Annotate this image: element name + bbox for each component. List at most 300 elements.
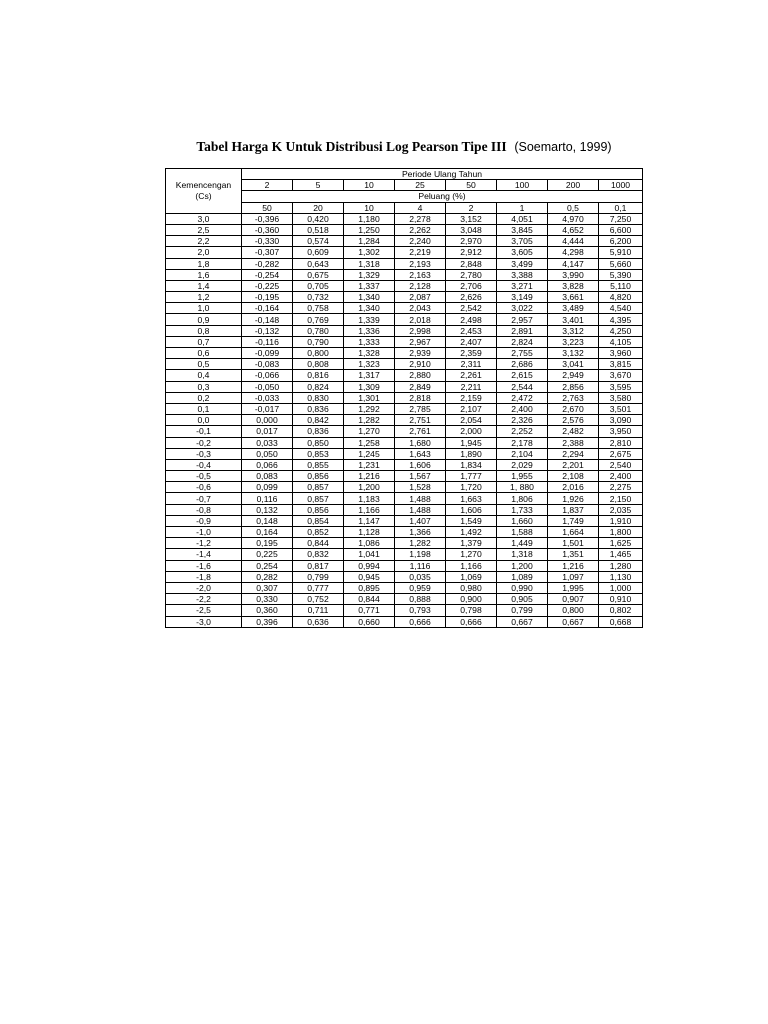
k-value-cell: 4,820 [599, 292, 643, 303]
k-value-cell: 2,193 [395, 258, 446, 269]
k-value-cell: 4,444 [548, 236, 599, 247]
skewness-cell: -0,5 [166, 471, 242, 482]
table-row [166, 482, 643, 493]
probability-header: Peluang (%) [242, 191, 643, 202]
k-value-cell: 2,856 [548, 381, 599, 392]
k-value-cell: 3,670 [599, 370, 643, 381]
k-value-cell: 1,309 [344, 381, 395, 392]
k-value-cell: 1,890 [446, 448, 497, 459]
skewness-cell: 0,0 [166, 415, 242, 426]
table-row [166, 292, 643, 303]
k-value-cell: 1,318 [344, 258, 395, 269]
period-cell: 25 [395, 180, 446, 191]
k-value-cell: 2,880 [395, 370, 446, 381]
k-value-cell: 0,225 [242, 549, 293, 560]
k-value-cell: 2,359 [446, 348, 497, 359]
k-value-cell: 2,763 [548, 392, 599, 403]
k-value-cell: 2,018 [395, 314, 446, 325]
period-header: Periode Ulang Tahun [242, 169, 643, 180]
k-value-cell: 1,166 [344, 504, 395, 515]
k-value-cell: 0,990 [497, 582, 548, 593]
k-value-cell: 0,574 [293, 236, 344, 247]
k-value-cell: 0,900 [446, 594, 497, 605]
k-value-cell: 1,069 [446, 571, 497, 582]
skewness-cell: 1,8 [166, 258, 242, 269]
k-value-cell: 0,752 [293, 594, 344, 605]
skewness-cell: 0,2 [166, 392, 242, 403]
k-value-cell: 2,163 [395, 269, 446, 280]
skewness-cell: 1,4 [166, 280, 242, 291]
k-value-cell: 0,307 [242, 582, 293, 593]
k-value-cell: 1,834 [446, 459, 497, 470]
k-value-cell: 3,595 [599, 381, 643, 392]
k-value-cell: 0,980 [446, 582, 497, 593]
k-value-cell: 1,379 [446, 538, 497, 549]
k-value-cell: 1,777 [446, 471, 497, 482]
k-value-cell: 1,000 [599, 582, 643, 593]
k-value-cell: 2,150 [599, 493, 643, 504]
k-value-cell: 0,780 [293, 325, 344, 336]
k-value-cell: 0,808 [293, 359, 344, 370]
k-value-cell: 4,147 [548, 258, 599, 269]
k-value-cell: 1,089 [497, 571, 548, 582]
k-value-cell: -0,307 [242, 247, 293, 258]
k-value-cell: 0,959 [395, 582, 446, 593]
k-value-cell: 2,686 [497, 359, 548, 370]
k-value-cell: 0,099 [242, 482, 293, 493]
k-value-cell: 0,050 [242, 448, 293, 459]
k-value-cell: 2,000 [446, 426, 497, 437]
k-value-cell: 4,051 [497, 213, 548, 224]
k-value-cell: -0,330 [242, 236, 293, 247]
table-row [166, 605, 643, 616]
k-value-cell: 3,271 [497, 280, 548, 291]
k-value-cell: 4,970 [548, 213, 599, 224]
k-value-cell: 3,132 [548, 348, 599, 359]
k-value-cell: 5,910 [599, 247, 643, 258]
skewness-cell: 0,9 [166, 314, 242, 325]
table-row [166, 560, 643, 571]
k-value-cell: 0,769 [293, 314, 344, 325]
k-value-cell: 1,336 [344, 325, 395, 336]
table-row [166, 549, 643, 560]
k-value-cell: 1,041 [344, 549, 395, 560]
table-row [166, 459, 643, 470]
k-value-cell: -0,066 [242, 370, 293, 381]
table-row [166, 224, 643, 235]
k-value-cell: 0,830 [293, 392, 344, 403]
k-value-cell: 2,178 [497, 437, 548, 448]
skewness-cell: -2,2 [166, 594, 242, 605]
table-row [166, 493, 643, 504]
k-value-cell: 1,995 [548, 582, 599, 593]
k-value-cell: 2,824 [497, 336, 548, 347]
k-value-cell: 3,990 [548, 269, 599, 280]
k-value-cell: 0,832 [293, 549, 344, 560]
skewness-cell: -1,4 [166, 549, 242, 560]
k-value-cell: 2,542 [446, 303, 497, 314]
k-value-cell: 2,294 [548, 448, 599, 459]
k-value-cell: 0,000 [242, 415, 293, 426]
period-cell: 5 [293, 180, 344, 191]
skewness-cell: -1,0 [166, 527, 242, 538]
table-header [166, 169, 643, 214]
k-value-cell: -0,360 [242, 224, 293, 235]
k-value-cell: 1,333 [344, 336, 395, 347]
k-value-cell: 1,116 [395, 560, 446, 571]
table-row [166, 582, 643, 593]
k-value-cell: -0,148 [242, 314, 293, 325]
k-value-cell: 0,857 [293, 493, 344, 504]
k-value-cell: 1,301 [344, 392, 395, 403]
k-value-cell: 1,351 [548, 549, 599, 560]
k-value-cell: 4,298 [548, 247, 599, 258]
k-value-cell: 1,216 [548, 560, 599, 571]
k-value-cell: 4,395 [599, 314, 643, 325]
k-value-cell: 3,401 [548, 314, 599, 325]
probability-cell: 50 [242, 202, 293, 213]
skewness-cell: -1,8 [166, 571, 242, 582]
k-value-cell: 0,666 [395, 616, 446, 627]
k-value-cell: 1,407 [395, 515, 446, 526]
k-value-cell: 0,852 [293, 527, 344, 538]
k-value-cell: 1,660 [497, 515, 548, 526]
k-value-cell: 0,854 [293, 515, 344, 526]
k-value-cell: 0,396 [242, 616, 293, 627]
k-value-cell: 2,128 [395, 280, 446, 291]
k-value-cell: 1,664 [548, 527, 599, 538]
skewness-cell: -2,0 [166, 582, 242, 593]
title-source: (Soemarto, 1999) [514, 140, 612, 154]
k-value-cell: 0,668 [599, 616, 643, 627]
k-value-cell: 0,855 [293, 459, 344, 470]
k-value-cell: 0,636 [293, 616, 344, 627]
k-value-cell: 3,845 [497, 224, 548, 235]
k-value-cell: 0,856 [293, 471, 344, 482]
k-value-cell: 1,292 [344, 403, 395, 414]
skewness-cell: 1,2 [166, 292, 242, 303]
table-row [166, 403, 643, 414]
k-value-cell: 0,035 [395, 571, 446, 582]
k-value-cell: 2,275 [599, 482, 643, 493]
table-row [166, 359, 643, 370]
table-row [166, 314, 643, 325]
skewness-header [166, 169, 242, 214]
k-value-cell: 2,240 [395, 236, 446, 247]
k-value-cell: 0,033 [242, 437, 293, 448]
k-value-cell: 1,250 [344, 224, 395, 235]
k-value-cell: 2,016 [548, 482, 599, 493]
k-value-cell: 0,132 [242, 504, 293, 515]
k-value-cell: 2,751 [395, 415, 446, 426]
k-value-cell: 2,970 [446, 236, 497, 247]
k-value-cell: 1,549 [446, 515, 497, 526]
k-value-cell: 0,254 [242, 560, 293, 571]
k-value-cell: 0,643 [293, 258, 344, 269]
k-value-cell: 1,200 [497, 560, 548, 571]
k-value-cell: 2,780 [446, 269, 497, 280]
skewness-cell: -3,0 [166, 616, 242, 627]
k-value-cell: 1,926 [548, 493, 599, 504]
k-value-cell: 3,489 [548, 303, 599, 314]
k-value-cell: 0,836 [293, 403, 344, 414]
k-value-cell: 2,043 [395, 303, 446, 314]
k-value-cell: 0,853 [293, 448, 344, 459]
k-value-cell: 2,957 [497, 314, 548, 325]
k-value-cell: 2,998 [395, 325, 446, 336]
k-value-cell: 4,105 [599, 336, 643, 347]
table-row [166, 616, 643, 627]
k-value-cell: 2,967 [395, 336, 446, 347]
skewness-cell: -0,1 [166, 426, 242, 437]
k-value-cell: 3,960 [599, 348, 643, 359]
skewness-cell: 1,0 [166, 303, 242, 314]
skewness-cell: -0,8 [166, 504, 242, 515]
k-value-cell: 1,337 [344, 280, 395, 291]
k-value-cell: 3,815 [599, 359, 643, 370]
skewness-cell: -0,2 [166, 437, 242, 448]
k-value-cell: 0,910 [599, 594, 643, 605]
k-value-cell: 1,166 [446, 560, 497, 571]
table-row [166, 269, 643, 280]
k-value-cell: 2,400 [599, 471, 643, 482]
k-value-cell: 2,311 [446, 359, 497, 370]
table-row [166, 415, 643, 426]
skewness-cell: 0,3 [166, 381, 242, 392]
k-value-cell: 3,223 [548, 336, 599, 347]
period-cell: 2 [242, 180, 293, 191]
k-value-cell: 0,667 [497, 616, 548, 627]
k-value-cell: 1,128 [344, 527, 395, 538]
k-value-cell: 1,147 [344, 515, 395, 526]
period-cell: 100 [497, 180, 548, 191]
k-value-cell: 0,116 [242, 493, 293, 504]
skewness-cell: 2,5 [166, 224, 242, 235]
k-value-cell: -0,099 [242, 348, 293, 359]
k-value-cell: 2,848 [446, 258, 497, 269]
k-value-cell: -0,050 [242, 381, 293, 392]
k-value-cell: 6,200 [599, 236, 643, 247]
k-value-cell: 3,950 [599, 426, 643, 437]
k-value-cell: 0,945 [344, 571, 395, 582]
k-value-cell: 0,793 [395, 605, 446, 616]
table-row [166, 392, 643, 403]
k-value-cell: 0,705 [293, 280, 344, 291]
k-value-cell: 0,711 [293, 605, 344, 616]
k-value-cell: 3,501 [599, 403, 643, 414]
k-value-cell: 0,895 [344, 582, 395, 593]
k-value-cell: 7,250 [599, 213, 643, 224]
k-value-cell: 3,661 [548, 292, 599, 303]
k-value-cell: -0,033 [242, 392, 293, 403]
k-value-cell: 2,939 [395, 348, 446, 359]
table-row [166, 280, 643, 291]
probability-cell: 20 [293, 202, 344, 213]
skewness-cell: 0,4 [166, 370, 242, 381]
k-value-cell: 1,749 [548, 515, 599, 526]
k-value-cell: 1,329 [344, 269, 395, 280]
k-value-cell: 1,488 [395, 504, 446, 515]
k-value-cell: -0,254 [242, 269, 293, 280]
k-value-cell: 0,790 [293, 336, 344, 347]
k-value-cell: 0,164 [242, 527, 293, 538]
skewness-cell: 2,2 [166, 236, 242, 247]
skewness-cell: 0,1 [166, 403, 242, 414]
k-value-cell: 4,652 [548, 224, 599, 235]
table-row [166, 538, 643, 549]
k-value-table [165, 168, 643, 628]
k-value-cell: 3,149 [497, 292, 548, 303]
k-value-cell: 2,326 [497, 415, 548, 426]
k-value-cell: 0,195 [242, 538, 293, 549]
table-row [166, 370, 643, 381]
skewness-cell: 0,6 [166, 348, 242, 359]
k-value-cell: 1,955 [497, 471, 548, 482]
k-value-cell: 0,888 [395, 594, 446, 605]
k-value-cell: 2,910 [395, 359, 446, 370]
k-value-cell: 0,817 [293, 560, 344, 571]
k-value-cell: 2,849 [395, 381, 446, 392]
k-value-cell: 2,278 [395, 213, 446, 224]
k-value-cell: 0,148 [242, 515, 293, 526]
table-row [166, 594, 643, 605]
k-value-cell: 2,670 [548, 403, 599, 414]
k-value-cell: 0,518 [293, 224, 344, 235]
k-value-cell: 1,130 [599, 571, 643, 582]
k-value-cell: 1,328 [344, 348, 395, 359]
k-value-cell: -0,225 [242, 280, 293, 291]
k-value-cell: 0,609 [293, 247, 344, 258]
k-value-cell: 0,802 [599, 605, 643, 616]
title-main: Tabel Harga K Untuk Distribusi Log Pearson Tipe III [196, 139, 507, 154]
k-value-cell: 2,262 [395, 224, 446, 235]
k-value-cell: 1,245 [344, 448, 395, 459]
table-row [166, 448, 643, 459]
k-value-cell: 1,339 [344, 314, 395, 325]
table-row [166, 471, 643, 482]
k-value-cell: 3,605 [497, 247, 548, 258]
k-value-cell: 0,017 [242, 426, 293, 437]
skewness-cell: -1,2 [166, 538, 242, 549]
k-value-cell: 2,755 [497, 348, 548, 359]
k-value-cell: 0,836 [293, 426, 344, 437]
skewness-cell: -2,5 [166, 605, 242, 616]
k-value-cell: 1, 880 [497, 482, 548, 493]
k-value-cell: 2,626 [446, 292, 497, 303]
k-value-cell: 0,771 [344, 605, 395, 616]
k-value-cell: 1,733 [497, 504, 548, 515]
k-value-cell: 0,330 [242, 594, 293, 605]
k-value-cell: 0,777 [293, 582, 344, 593]
period-cell: 10 [344, 180, 395, 191]
k-value-cell: 3,090 [599, 415, 643, 426]
k-value-cell: 0,850 [293, 437, 344, 448]
table-row [166, 236, 643, 247]
k-value-cell: 2,891 [497, 325, 548, 336]
k-value-cell: 1,606 [446, 504, 497, 515]
k-value-cell: 0,816 [293, 370, 344, 381]
k-value-cell: 1,280 [599, 560, 643, 571]
skewness-cell: -0,4 [166, 459, 242, 470]
k-value-cell: 2,261 [446, 370, 497, 381]
k-value-cell: -0,083 [242, 359, 293, 370]
probability-cell: 10 [344, 202, 395, 213]
skewness-cell: 0,5 [166, 359, 242, 370]
k-value-cell: -0,116 [242, 336, 293, 347]
k-value-cell: 0,800 [548, 605, 599, 616]
k-value-cell: 3,041 [548, 359, 599, 370]
table-row [166, 426, 643, 437]
k-value-cell: 1,492 [446, 527, 497, 538]
k-value-cell: 0,083 [242, 471, 293, 482]
k-value-cell: 1,567 [395, 471, 446, 482]
period-cell: 200 [548, 180, 599, 191]
k-value-cell: 2,912 [446, 247, 497, 258]
k-value-cell: 1,282 [395, 538, 446, 549]
k-value-cell: 1,200 [344, 482, 395, 493]
table-row [166, 213, 643, 224]
k-value-cell: 1,216 [344, 471, 395, 482]
k-value-cell: 1,663 [446, 493, 497, 504]
k-value-cell: 3,828 [548, 280, 599, 291]
k-value-cell: 0,842 [293, 415, 344, 426]
k-value-cell: -0,132 [242, 325, 293, 336]
k-value-cell: 1,317 [344, 370, 395, 381]
k-value-cell: 3,388 [497, 269, 548, 280]
table-row [166, 325, 643, 336]
k-value-cell: 2,615 [497, 370, 548, 381]
k-value-cell: 2,029 [497, 459, 548, 470]
table-row [166, 258, 643, 269]
k-value-cell: 2,035 [599, 504, 643, 515]
skewness-header-line2: (Cs) [195, 190, 212, 201]
k-value-cell: 3,312 [548, 325, 599, 336]
k-value-cell: 0,994 [344, 560, 395, 571]
k-value-cell: 2,540 [599, 459, 643, 470]
k-value-cell: 5,110 [599, 280, 643, 291]
k-value-cell: 2,576 [548, 415, 599, 426]
table-row [166, 381, 643, 392]
k-value-cell: 3,580 [599, 392, 643, 403]
k-value-cell: 1,302 [344, 247, 395, 258]
k-value-cell: 1,800 [599, 527, 643, 538]
k-value-cell: 1,528 [395, 482, 446, 493]
k-value-cell: 0,905 [497, 594, 548, 605]
k-value-cell: 2,544 [497, 381, 548, 392]
k-value-cell: 3,048 [446, 224, 497, 235]
k-value-cell: 3,022 [497, 303, 548, 314]
k-value-cell: 1,465 [599, 549, 643, 560]
k-value-cell: 2,211 [446, 381, 497, 392]
skewness-cell: -0,3 [166, 448, 242, 459]
probability-cell: 4 [395, 202, 446, 213]
k-value-cell: 2,201 [548, 459, 599, 470]
k-value-cell: -0,396 [242, 213, 293, 224]
k-value-cell: 2,949 [548, 370, 599, 381]
k-value-cell: 1,340 [344, 292, 395, 303]
k-value-cell: 1,910 [599, 515, 643, 526]
k-value-cell: 0,732 [293, 292, 344, 303]
k-value-cell: 2,675 [599, 448, 643, 459]
k-value-cell: 2,388 [548, 437, 599, 448]
period-cell: 50 [446, 180, 497, 191]
k-value-cell: 0,824 [293, 381, 344, 392]
k-value-cell: 2,087 [395, 292, 446, 303]
k-value-cell: 0,844 [344, 594, 395, 605]
k-value-cell: 1,097 [548, 571, 599, 582]
k-value-cell: 2,706 [446, 280, 497, 291]
k-value-cell: 1,588 [497, 527, 548, 538]
